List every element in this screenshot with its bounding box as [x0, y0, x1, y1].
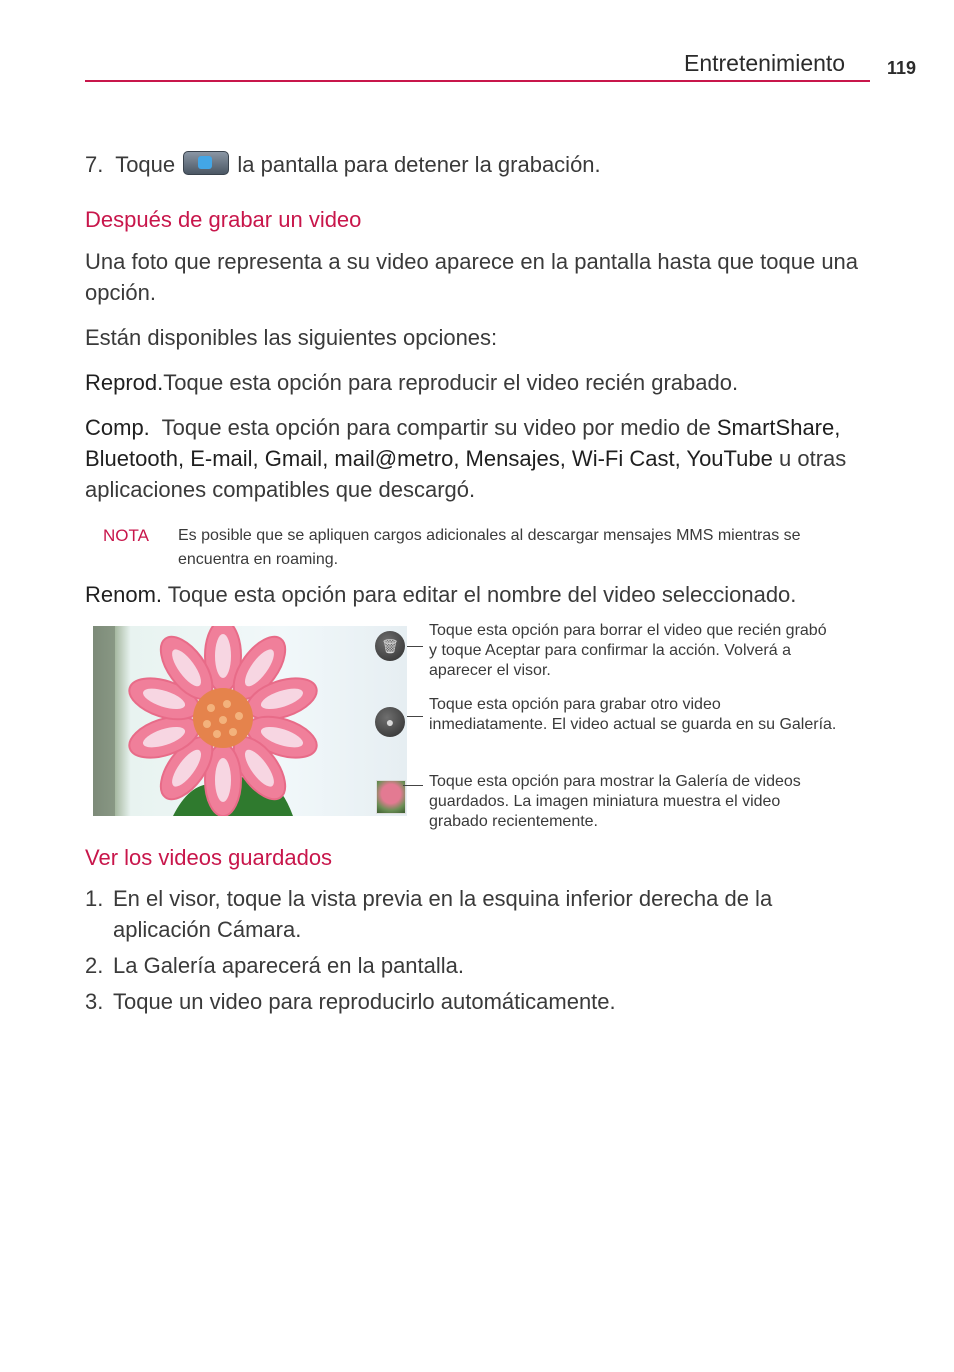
step-text: Toque un video para reproducirlo automáticamente. [113, 989, 616, 1014]
gallery-thumbnail[interactable] [376, 780, 406, 814]
video-camera-icon[interactable]: ● [375, 707, 405, 737]
header-divider [85, 80, 870, 82]
renom-text: Toque esta opción para editar el nombre del video seleccionado. [167, 582, 797, 607]
options-intro: Están disponibles las siguientes opciones: [85, 325, 498, 350]
option-comp [85, 412, 855, 505]
page-number: 119 [887, 58, 917, 78]
after-recording-heading: Después de grabar un video [85, 207, 362, 232]
renom-term: Renom. [85, 582, 163, 607]
callout-leader-record [407, 716, 423, 717]
step-number: 3. [85, 989, 104, 1014]
step-7-number: 7. [85, 152, 104, 177]
note-text: Es posible que se apliquen cargos adicionales al descargar mensajes MMS mientras se encuentra en roaming. [178, 527, 801, 568]
step-number: 1. [85, 886, 104, 911]
step-text: En el visor, toque la vista previa en la esquina inferior derecha de la aplicación Cámara. [113, 886, 773, 942]
step-7-after: la pantalla para detener la grabación. [237, 152, 601, 177]
step-number: 2. [85, 953, 104, 978]
callout-leader-gallery [403, 785, 423, 786]
step-text: La Galería aparecerá en la pantalla. [113, 953, 465, 978]
comp-text-1: Toque esta opción para compartir su video por medio de [161, 415, 711, 440]
reprod-term: Reprod. [85, 370, 164, 395]
reprod-text: Toque esta opción para reproducir el video recién grabado. [163, 370, 739, 395]
callout-record-again: Toque esta opción para grabar otro video inmediatamente. El video actual se guarda en su Galería. [429, 696, 837, 733]
saved-videos-heading: Ver los videos guardados [85, 845, 333, 870]
section-title: Entretenimiento [684, 50, 846, 76]
callout-leader-delete [407, 646, 423, 647]
option-reprod [85, 367, 875, 398]
callout-delete: Toque esta opción para borrar el video que recién grabó y toque Aceptar para confirmar la acción. Volverá a aparecer el visor. [429, 622, 827, 679]
after-recording-intro: Una foto que representa a su video aparece en la pantalla hasta que toque una opción. [85, 249, 859, 305]
list-item [85, 883, 845, 945]
saved-videos-steps [85, 883, 845, 1017]
option-renom [85, 579, 885, 610]
comp-text-2: u otras aplicaciones compatibles que descargó. [85, 446, 847, 502]
flower-illustration [93, 626, 407, 816]
note-label: NOTA [103, 526, 149, 545]
step-7-before: Toque [115, 152, 176, 177]
list-item [85, 950, 845, 981]
trash-icon[interactable]: 🗑 [375, 631, 405, 661]
stop-record-icon [183, 151, 229, 175]
video-preview-image [93, 626, 407, 816]
comp-apps: SmartShare, Bluetooth, E-mail, Gmail, mail@metro, Mensajes, Wi-Fi Cast, YouTube [85, 415, 841, 471]
callout-gallery: Toque esta opción para mostrar la Galería de videos guardados. La imagen miniatura muestra el video grabado recientemente. [429, 773, 801, 830]
list-item [85, 986, 845, 1017]
step-7 [85, 149, 601, 180]
comp-term: Comp. [85, 415, 150, 440]
